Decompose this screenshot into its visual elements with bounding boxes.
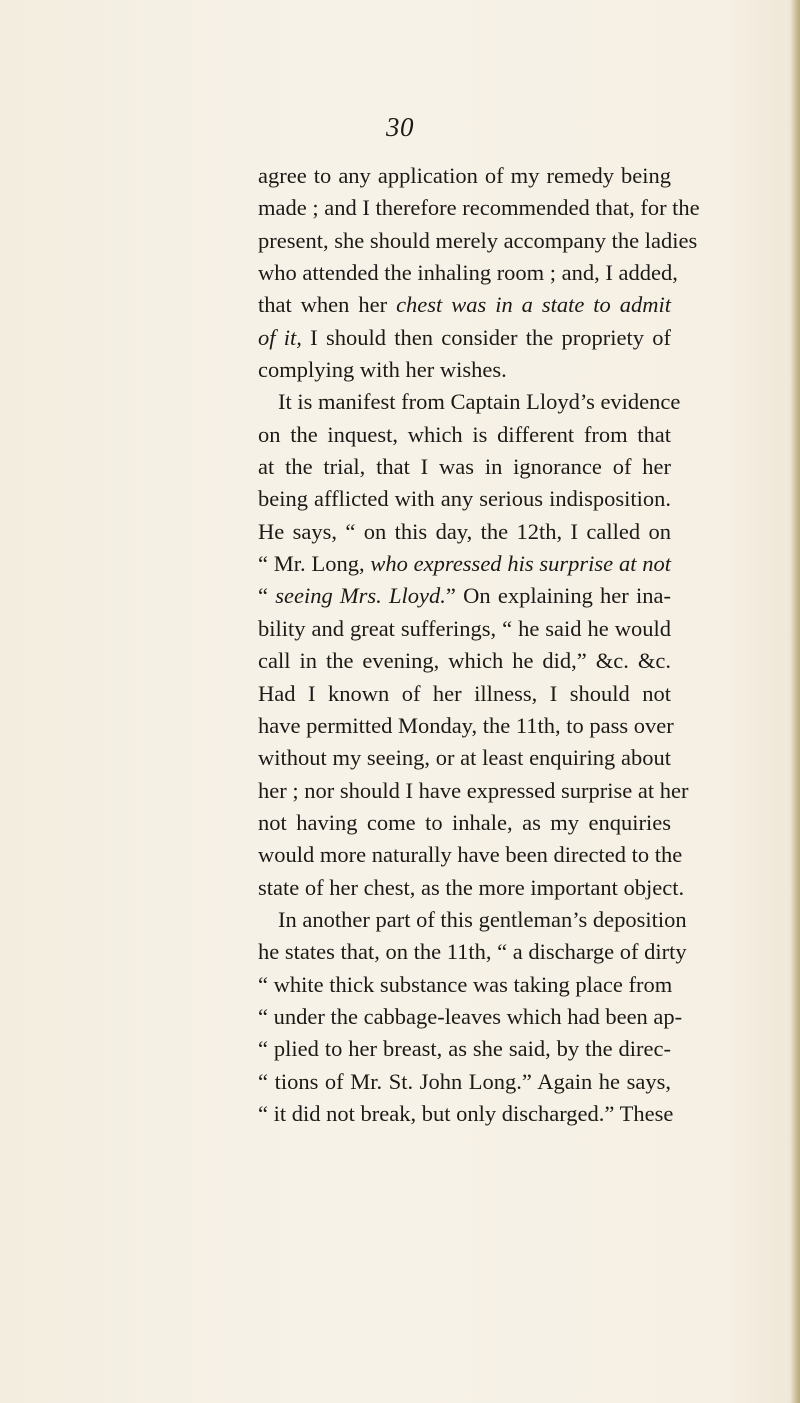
- text-line: “ white thick substance was taking place from: [258, 971, 673, 997]
- text-line: present, she should merely accompany the ladies: [258, 227, 698, 253]
- text-line: being afflicted with any serious indisposition.: [258, 486, 671, 512]
- text-line: “ under the cabbage-leaves which had been ap-: [258, 1003, 683, 1029]
- text-line: would more naturally have been directed to the: [258, 842, 683, 868]
- italic-span: seeing Mrs. Lloyd.: [275, 583, 446, 609]
- text-line: [258, 580, 671, 612]
- text-line: [258, 548, 671, 580]
- text-line: [258, 289, 671, 321]
- text-span: “ Mr. Long,: [258, 551, 371, 577]
- italic-span: of it,: [258, 324, 302, 350]
- page-number: 30: [386, 112, 414, 142]
- text-line: It is manifest from Captain Lloyd’s evidence: [278, 389, 681, 415]
- text-line: “ tions of Mr. St. John Long.” Again he says,: [258, 1068, 671, 1094]
- text-span: I should then consider the propriety of: [301, 324, 671, 350]
- text-line: not having come to inhale, as my enquiries: [258, 809, 671, 835]
- body-text: [258, 160, 700, 1130]
- text-line: bility and great sufferings, “ he said he would: [258, 615, 671, 641]
- text-line: Had I known of her illness, I should not: [258, 680, 671, 706]
- text-line: call in the evening, which he did,” &c. &c.: [258, 648, 671, 674]
- text-line: on the inquest, which is different from that: [258, 421, 671, 447]
- text-line: “ it did not break, but only discharged.” These: [258, 1100, 674, 1126]
- text-line: made ; and I therefore recommended that, for the: [258, 195, 700, 221]
- italic-span: who expressed his surprise at not: [370, 551, 671, 577]
- text-span: ” On explaining her ina-: [445, 583, 671, 609]
- text-line: complying with her wishes.: [258, 357, 507, 383]
- text-line: at the trial, that I was in ignorance of her: [258, 454, 671, 480]
- text-line: He says, “ on this day, the 12th, I called on: [258, 518, 671, 544]
- italic-span: chest was in a state to admit: [396, 292, 671, 318]
- text-span: that when her: [258, 292, 397, 318]
- text-line: [258, 322, 671, 354]
- text-line: he states that, on the 11th, “ a discharge of dirty: [258, 939, 687, 965]
- text-line: without my seeing, or at least enquiring about: [258, 745, 671, 771]
- text-line: who attended the inhaling room ; and, I added,: [258, 260, 678, 286]
- text-span: “: [258, 583, 276, 609]
- text-line: “ plied to her breast, as she said, by the direc-: [258, 1036, 671, 1062]
- text-line: have permitted Monday, the 11th, to pass over: [258, 712, 674, 738]
- text-line: her ; nor should I have expressed surprise at her: [258, 777, 689, 803]
- text-line: In another part of this gentleman’s deposition: [278, 906, 687, 932]
- text-line: agree to any application of my remedy being: [258, 163, 671, 188]
- page-edge-shadow: [790, 0, 800, 1403]
- text-line: state of her chest, as the more important object.: [258, 874, 685, 900]
